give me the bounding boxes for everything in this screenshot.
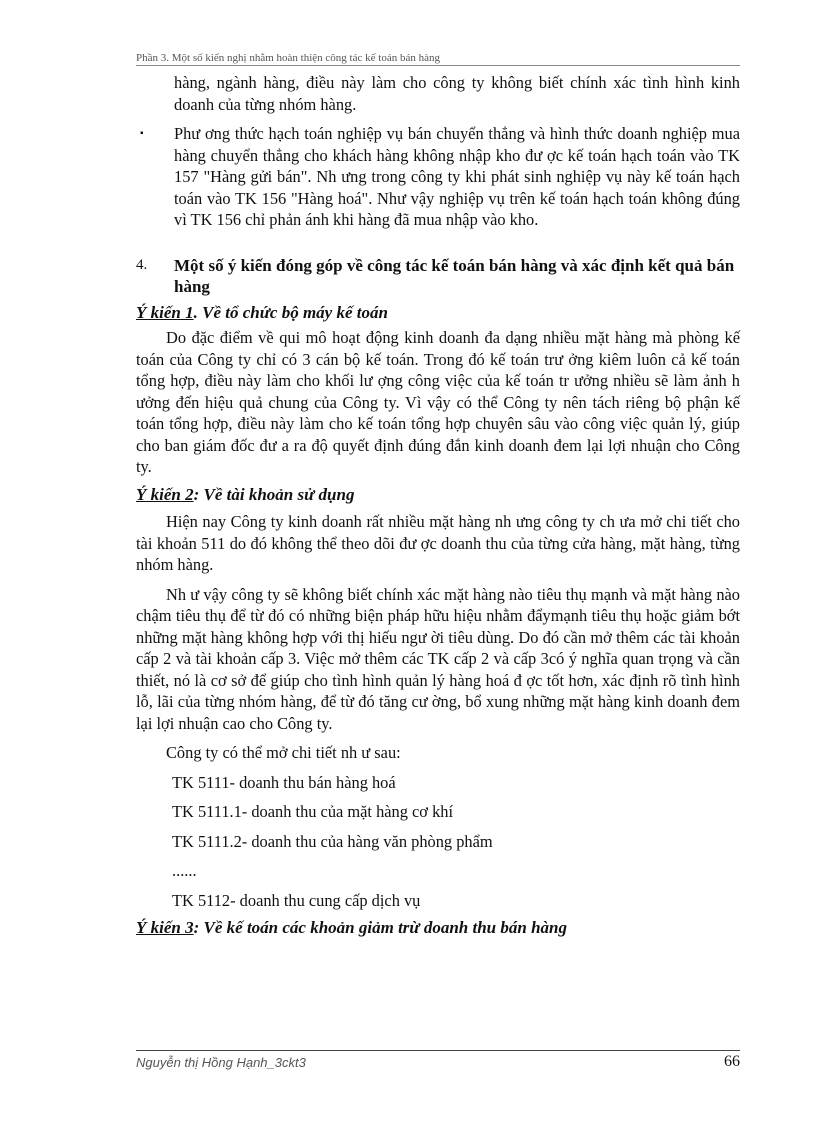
footer-divider — [136, 1050, 740, 1051]
opinion-1-paragraph: Do đặc điểm về qui mô hoạt động kinh doanh đa dạng nhiều mặt hàng mà phòng kế toán của Công ty chỉ có 3 cán bộ kế toán. Trong đó kế toán trư ởng kiêm luôn cả kế toán tổng hợp, điều này làm cho khối lư ợng công việc của kế toán tr ưởng nhiều sẽ làm ảnh h ưởng đến hiệu quả chung của Công ty. Vì vậy có thể Công ty nên tách riêng bộ phận kế toán tổng hợp, điều này làm cho kế toán tổng hợp chuyên sâu vào công việc quản lý, giúp cho ban giám đốc đư a ra độ quyết định đúng đắn kinh doanh đem lại lợi nhuận cho Công ty. — [136, 328, 740, 476]
opinion-1-title: . Về tổ chức bộ máy kế toán — [193, 302, 388, 322]
opinion-3-title: : Về kế toán các khoản giảm trừ doanh thu bán hàng — [193, 918, 568, 937]
opinion-2-intro: Công ty có thể mở chi tiết nh ư sau: — [166, 743, 401, 762]
opinion-1-label: Ý kiến 1 — [136, 302, 194, 322]
opinion-2-paragraph-2: Nh ư vậy công ty sẽ không biết chính xác mặt hàng nào tiêu thụ mạnh và mặt hàng nào chậm tiêu thụ để từ đó có những biện pháp hữu hiệu nhằm đẩymạnh tiêu thụ hoặc giảm bớt những mặt hàng không hợp với thị hiếu ngư ời tiêu dùng. Do đó cần mở thêm các tài khoản cấp 2 và tài khoản cấp 3. Việc mở thêm các TK cấp 2 và cấp 3có ý nghĩa quan trọng và cần thiết, nó là cơ sở để giúp cho tình hình quản lý hàng hoá đ ợc tốt hơn, xác định rõ tình hình lỗ, lãi của từng nhóm hàng, để từ đó tăng cư ờng, bổ xung những mặt hàng kinh doanh đem lại lợi nhuận cao cho Công ty. — [136, 584, 740, 733]
page-body — [136, 72, 740, 939]
continued-paragraph: hàng, ngành hàng, điều này làm cho công ty không biết chính xác tình hình kinh doanh của từng nhóm hàng. — [174, 73, 740, 114]
opinion-1-heading — [136, 302, 740, 324]
section-number: 4. — [136, 256, 148, 273]
section-heading — [136, 255, 740, 298]
running-header: Phần 3. Một số kiến nghị nhằm hoàn thiện công tác kế toán bán hàng — [136, 52, 740, 66]
square-bullet-icon: ▪ — [140, 128, 144, 139]
opinion-2-label: Ý kiến 2 — [136, 484, 194, 504]
bullet-text: Phư ơng thức hạch toán nghiệp vụ bán chuyển thẳng và hình thức doanh nghiệp mua hàng chuyển thẳng cho khách hàng không nhập kho đư ợc kế toán hạch toán vào TK 157 "Hàng gửi bán". Nh ưng trong công ty khi phát sinh nghiệp vụ này kế toán hạch toán vào TK 156 "Hàng hoá". Như vậy nghiệp vụ trên kế toán hạch toán không đúng vì TK 156 chỉ phản ánh khi hàng đã mua nhập vào kho. — [174, 124, 740, 229]
list-item: TK 5111.2- doanh thu của hàng văn phòng phẩm — [172, 831, 493, 851]
opinion-3-heading — [136, 917, 740, 939]
opinion-3-label: Ý kiến 3 — [136, 918, 194, 937]
section-title: Một số ý kiến đóng góp về công tác kế toán bán hàng và xác định kết quả bán hàng — [174, 255, 735, 296]
list-item: TK 5111.1- doanh thu của mặt hàng cơ khí — [172, 802, 454, 821]
opinion-2-heading — [136, 484, 740, 506]
account-list — [172, 772, 740, 912]
list-item: ...... — [172, 861, 197, 880]
opinion-2-paragraph-1: Hiện nay Công ty kinh doanh rất nhiều mặt hàng nh ưng công ty ch ưa mở chi tiết cho tài khoản 511 do đó không thể theo dõi đư ợc doanh thu của từng cửa hàng, mặt hàng, từng nhóm hàng. — [136, 512, 740, 574]
opinion-2-title: : Về tài khoản sử dụng — [193, 484, 355, 504]
bullet-item — [136, 123, 740, 231]
list-item: TK 5112- doanh thu cung cấp dịch vụ — [172, 890, 421, 910]
page-number: 66 — [724, 1053, 740, 1070]
list-item: TK 5111- doanh thu bán hàng hoá — [172, 772, 396, 792]
footer-author: Nguyễn thị Hồng Hạnh_3ckt3 — [136, 1055, 306, 1070]
